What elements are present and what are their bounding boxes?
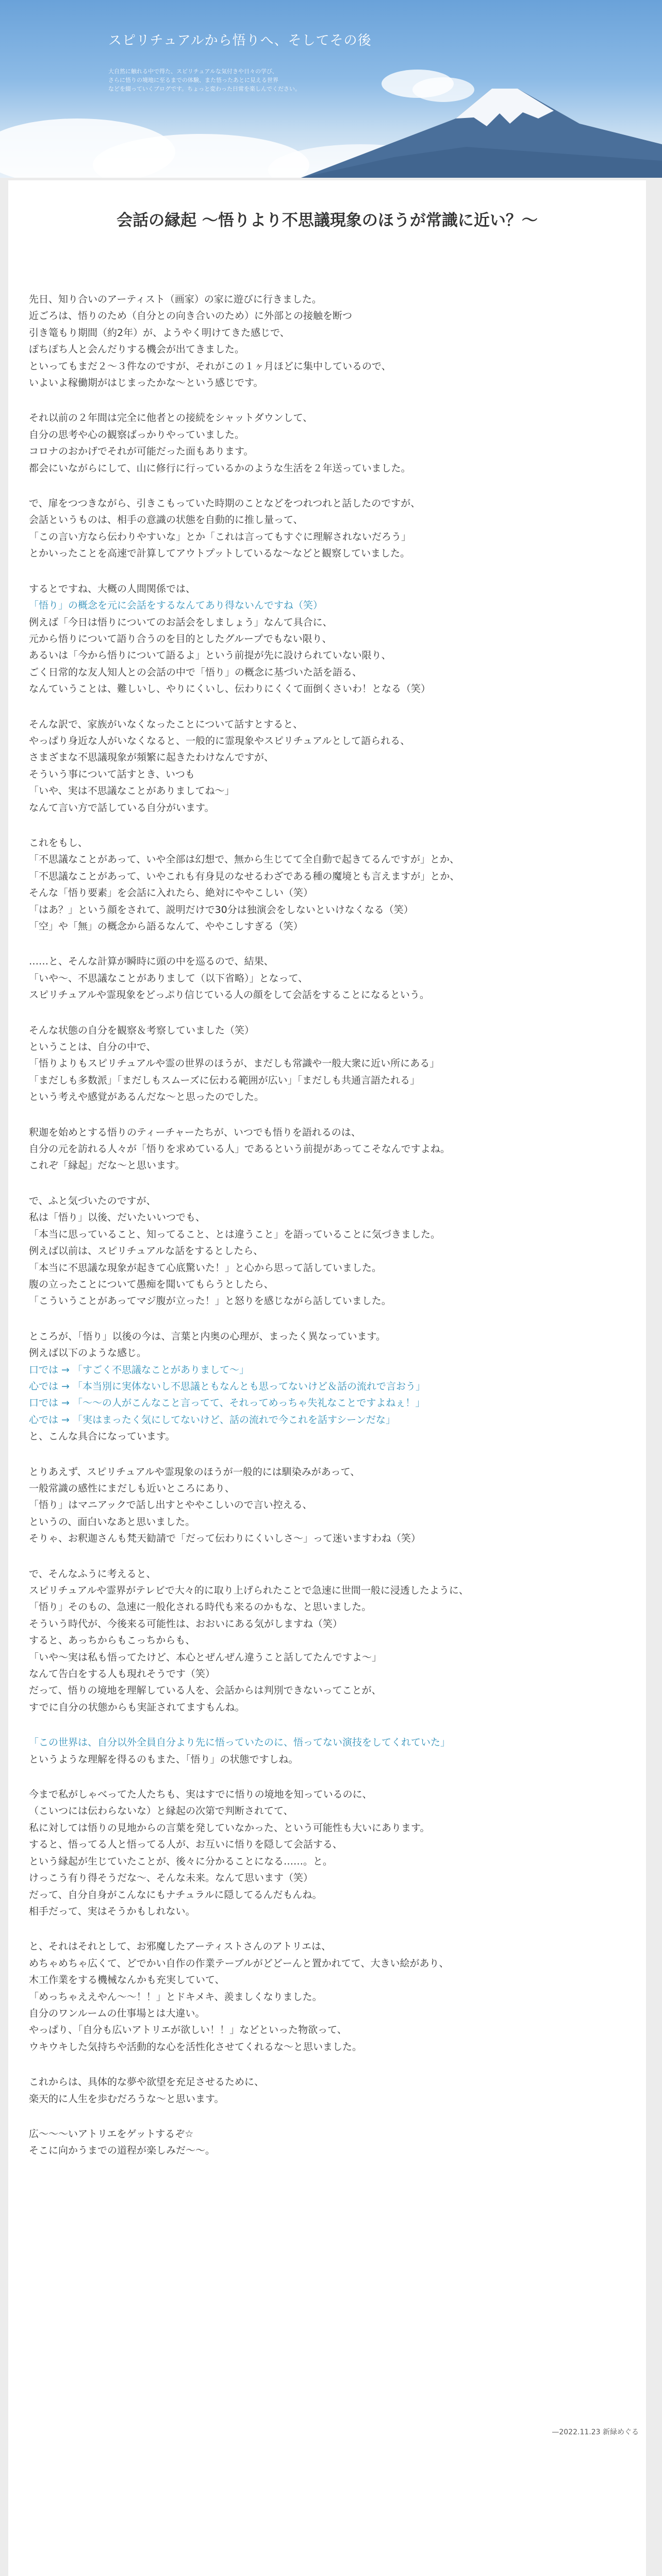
article-paragraph xyxy=(29,1734,627,1768)
article-paragraph xyxy=(29,1786,627,1920)
text-line: 「本当に思っていること、知ってること、とは違うこと」を語っていることに気づきました。 xyxy=(29,1228,441,1240)
text-line: 「不思議なことがあって、いや全部は幻想で、無から生じてて全自動で起きてるんですが」とか、 xyxy=(29,854,460,866)
highlighted-line: 「この世界は、自分以外全員自分より先に悟っていたのに、悟ってない演技をしてくれていた」 xyxy=(29,1737,451,1749)
text-line: スピリチュアルや霊界がテレビで大々的に取り上げられたことで急速に世間一般に浸透したように、 xyxy=(29,1585,469,1596)
article-paragraph xyxy=(29,953,627,1003)
text-line: 楽天的に人生を歩むだろうな〜と思います。 xyxy=(29,2093,224,2105)
text-line: 近ごろは、悟りのため（自分との向き合いのため）に外部との接触を断つ xyxy=(29,310,353,322)
text-line: と、こんな具合になっています。 xyxy=(29,1431,175,1443)
text-line: ……と、そんな計算が瞬時に頭の中を巡るので、結果、 xyxy=(29,956,274,968)
article-paragraph xyxy=(29,1464,627,1547)
text-line: 「まだしも多数派」「まだしもスムーズに伝わる範囲が広い」「まだしも共通言語たれる」 xyxy=(29,1074,420,1086)
text-line: 都会にいながらにして、山に修行に行っているかのような生活を２年送っていました。 xyxy=(29,462,411,474)
text-line: 私は「悟り」以後、だいたいいつでも、 xyxy=(29,1212,206,1224)
highlighted-line: 口では → 「すごく不思議なことがありまして〜」 xyxy=(29,1364,250,1376)
text-line: 例えば「今日は悟りについてのお話会をしましょう」なんて具合に、 xyxy=(29,616,333,628)
text-line: そういう時代が、今後来る可能性は、おおいにある気がしますね（笑） xyxy=(29,1618,343,1630)
text-line: 例えば以下のような感じ。 xyxy=(29,1347,147,1359)
text-line: 腹の立ったことについて愚痴を聞いてもらうとしたら、 xyxy=(29,1278,274,1290)
text-line: だって、悟りの境地を理解している人を、会話からは判別できないってことが、 xyxy=(29,1685,382,1697)
text-line: 広〜〜〜いアトリエをゲットするぞ☆ xyxy=(29,2128,194,2140)
highlighted-line: 口では → 「〜〜の人がこんなこと言ってて、それってめっちゃ失礼なことですよねぇ！」 xyxy=(29,1397,425,1409)
text-line: で、扉をつつきながら、引きこもっていた時期のことなどをつれつれと話したのですが、 xyxy=(29,498,421,510)
text-line: 「悟りよりもスピリチュアルや霊の世界のほうが、まだしも常識や一般大衆に近い所にある」 xyxy=(29,1058,440,1070)
text-line: なんて告白をする人も現れそうです（笑） xyxy=(29,1668,216,1680)
text-line: これをもし、 xyxy=(29,837,88,849)
article-paragraph xyxy=(29,291,627,391)
text-line: 今まで私がしゃべってた人たちも、実はすでに悟りの境地を知っているのに、 xyxy=(29,1789,372,1801)
text-line: 「いや〜実は私も悟ってたけど、本心とぜんぜん違うこと話してたんですよ〜」 xyxy=(29,1651,382,1663)
text-line: さまざまな不思議現象が頻繁に起きたわけなんですが、 xyxy=(29,752,274,764)
text-line: 「はあ？」という顔をされて、説明だけで30分は独演会をしないといけなくなる（笑） xyxy=(29,904,413,916)
text-line: 会話というものは、相手の意識の状態を自動的に推し量って、 xyxy=(29,514,303,526)
article-paragraph xyxy=(29,495,627,562)
site-description-line: などを綴っていくブログです。ちょっと変わった日常を楽しんでください。 xyxy=(108,86,301,92)
text-line: なんていうことは、難しいし、やりにくいし、伝わりにくくて面倒くさいわ！となる（笑） xyxy=(29,683,431,695)
text-line: あるいは「今から悟りについて語るよ」という前提が先に設けられていない限り、 xyxy=(29,650,391,662)
article-paragraph xyxy=(29,1328,627,1445)
text-line: やっぱり、「自分も広いアトリエが欲しい！！」などといった物欲って、 xyxy=(29,2024,347,2036)
article-paragraph xyxy=(29,2126,627,2159)
text-line: というような理解を得るのもまた、「悟り」の状態ですしね。 xyxy=(29,1753,299,1765)
article-title: 会話の縁起 〜悟りより不思議現象のほうが常識に近い？〜 xyxy=(117,211,538,230)
text-line: 相手だって、実はそうかもしれない。 xyxy=(29,1905,195,1917)
text-line: コロナのおかげでそれが可能だった面もあります。 xyxy=(29,446,254,457)
text-line: 自分の元を訪れる人々が「悟りを求めている人」であるという前提があってこそなんですよね。 xyxy=(29,1143,450,1155)
text-line: ごく日常的な友人知人との会話の中で「悟り」の概念に基づいた話を語る、 xyxy=(29,666,362,678)
text-line: ところが、「悟り」以後の今は、言葉と内奥の心理が、まったく異なっています。 xyxy=(29,1330,386,1342)
text-line: で、そんなふうに考えると、 xyxy=(29,1568,156,1580)
text-line: 釈迦を始めとする悟りのティーチャーたちが、いつでも悟りを語れるのは、 xyxy=(29,1126,361,1138)
highlighted-line: 心では → 「実はまったく気にしてないけど、話の流れで今これを話すシーンだな」 xyxy=(29,1414,395,1426)
text-line: するとですね、大概の人間関係では、 xyxy=(29,583,196,595)
text-line: 自分の思考や心の観察ばっかりやっていました。 xyxy=(29,429,245,440)
text-line: 自分のワンルームの仕事場とは大違い。 xyxy=(29,2007,205,2019)
text-line: すでに自分の状態からも実証されてますもんね。 xyxy=(29,1701,245,1713)
highlighted-line: 「悟り」の概念を元に会話をするなんてあり得ないんですね（笑） xyxy=(29,600,323,612)
text-line: これからは、具体的な夢や欲望を充足させるために、 xyxy=(29,2076,264,2088)
text-line: 「不思議なことがあって、いやこれも有身見のなせるわざである種の魔境とも言えますが」とか、 xyxy=(29,870,460,882)
text-line: そういう事について話すとき、いつも xyxy=(29,768,195,780)
text-line: 木工作業をする機械なんかも充実していて、 xyxy=(29,1974,225,1986)
text-line: すると、悟ってる人と悟ってる人が、お互いに悟りを隠して会話する、 xyxy=(29,1839,343,1851)
text-line: 「いや、実は不思議なことがありましてね〜」 xyxy=(29,785,235,797)
text-line: とりあえず、スピリチュアルや霊現象のほうが一般的には馴染みがあって、 xyxy=(29,1466,360,1478)
article-paragraph xyxy=(29,1566,627,1716)
article-paragraph xyxy=(29,1124,627,1174)
text-line: 引き篭もり期間（約2年）が、ようやく明けてきた感じで、 xyxy=(29,327,290,338)
text-line: 先日、知り合いのアーティスト（画家）の家に遊びに行きました。 xyxy=(29,294,322,305)
article-paragraph xyxy=(29,835,627,935)
text-line: （こいつには伝わらないな）と縁起の次第で判断されてて、 xyxy=(29,1805,293,1817)
text-line: 「空」や「無」の概念から語るなんて、ややこしすぎる（笑） xyxy=(29,921,303,932)
article-paragraph xyxy=(29,1938,627,2055)
site-description xyxy=(108,67,376,93)
text-line: そんな訳で、家族がいなくなったことについて話すとすると、 xyxy=(29,718,303,730)
text-line: とかいったことを高速で計算してアウトプットしているな〜などと観察していました。 xyxy=(29,548,410,560)
article-paragraph xyxy=(29,716,627,816)
text-line: 「めっちゃええやん〜〜！！」とドキメキ、羨ましくなりました。 xyxy=(29,1991,322,2003)
text-line: ぽちぽち人と会んだりする機会が出てきました。 xyxy=(29,344,245,355)
text-line: 「悟り」はマニアックで話し出すとややこしいので言い控える、 xyxy=(29,1499,312,1511)
article-signature: —2022.11.23 新緑めぐる xyxy=(552,2428,639,2436)
article-card xyxy=(8,180,646,2576)
text-line: 例えば以前は、スピリチュアルな話をするとしたら、 xyxy=(29,1245,263,1257)
text-line: そこに向かうまでの道程が楽しみだ〜〜。 xyxy=(29,2145,216,2157)
text-line: そんな状態の自分を観察＆考察していました（笑） xyxy=(29,1024,255,1036)
text-line: というの、面白いなあと思いました。 xyxy=(29,1516,195,1528)
text-line: 「こういうことがあってマジ腹が立った！」と怒りを感じながら話していました。 xyxy=(29,1295,391,1307)
text-line: そんな「悟り要素」を会話に入れたら、絶対にややこしい（笑） xyxy=(29,887,313,899)
article-body xyxy=(29,291,627,2178)
text-line: めちゃめちゃ広くて、どでかい自作の作業テーブルがどどーんと置かれてて、大きい絵があり、 xyxy=(29,1957,449,1969)
highlighted-line: 心では → 「本当別に実体ないし不思議ともなんとも思ってないけど＆話の流れで言おう」 xyxy=(29,1380,426,1392)
article-paragraph xyxy=(29,2074,627,2107)
text-line: と、それはそれとして、お邪魔したアーティストさんのアトリエは、 xyxy=(29,1941,332,1953)
article-paragraph xyxy=(29,581,627,698)
text-line: といってもまだ２〜３件なのですが、それがこの１ヶ月ほどに集中しているので、 xyxy=(29,360,391,372)
text-line: すると、あっちからもこっちからも、 xyxy=(29,1635,195,1647)
text-line: いよいよ稼働期がはじまったかな〜という感じです。 xyxy=(29,377,263,389)
mountain-illustration xyxy=(301,41,662,178)
text-line: だって、自分自身がこんなにもナチュラルに隠してるんだもんね。 xyxy=(29,1889,322,1901)
text-line: 一般常識の感性にまだしも近いところにあり、 xyxy=(29,1482,235,1494)
article-paragraph xyxy=(29,410,627,477)
site-description-line: さらに悟りの境地に至るまでの体験、また悟ったあとに見える世界 xyxy=(108,77,278,83)
text-line: 「本当に不思議な現象が起きて心底驚いた！」と心から思って話していました。 xyxy=(29,1262,382,1274)
text-line: けっこう有り得そうだな〜、そんな未来。なんて思います（笑） xyxy=(29,1872,313,1884)
site-header xyxy=(0,0,662,178)
text-line: 「悟り」そのもの、急速に一般化される時代も来るのかもな、と思いました。 xyxy=(29,1601,372,1613)
text-line: ということは、自分の中で、 xyxy=(29,1041,156,1053)
text-line: そりゃ、お釈迦さんも梵天勧請で「だって伝わりにくいしさ〜」って迷いますわね（笑） xyxy=(29,1533,421,1545)
text-line: スピリチュアルや霊現象をどっぷり信じている人の顔をして会話をすることになるという。 xyxy=(29,989,429,1001)
text-line: で、ふと気づいたのですが、 xyxy=(29,1195,156,1207)
text-line: それ以前の２年間は完全に他者との接続をシャットダウンして、 xyxy=(29,412,313,424)
text-line: という縁起が生じていたことが、後々に分かることになる……。と。 xyxy=(29,1855,333,1867)
text-line: という考えや感覚があるんだな〜と思ったのでした。 xyxy=(29,1091,264,1103)
text-line: これぞ「縁起」だな〜と思います。 xyxy=(29,1160,185,1172)
site-description-line: 大自然に触れる中で得た、スピリチュアルな気付きや日々の学び、 xyxy=(108,68,278,75)
text-line: ウキウキした気持ちや活動的な心を活性化させてくれるな〜と思いました。 xyxy=(29,2041,362,2053)
site-title[interactable]: スピリチュアルから悟りへ、そしてその後 xyxy=(108,33,372,48)
text-line: やっぱり身近な人がいなくなると、一般的に霊現象やスピリチュアルとして語られる、 xyxy=(29,735,410,747)
text-line: 「いや〜、不思議なことがありまして（以下省略）」となって、 xyxy=(29,972,308,984)
text-line: 私に対しては悟りの見地からの言葉を発していなかった、という可能性も大いにあります。 xyxy=(29,1822,430,1834)
text-line: 「この言い方なら伝わりやすいな」とか「これは言ってもすぐに理解されないだろう」 xyxy=(29,531,411,543)
article-paragraph xyxy=(29,1193,627,1310)
article-paragraph xyxy=(29,1022,627,1106)
text-line: 元から悟りについて語り合うのを目的としたグループでもない限り、 xyxy=(29,633,332,645)
text-line: なんて言い方で話している自分がいます。 xyxy=(29,802,214,814)
